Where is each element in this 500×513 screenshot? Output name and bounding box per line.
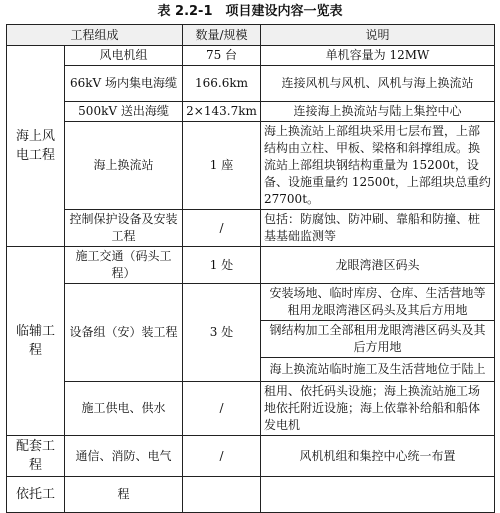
row-name: 66kV 场内集电海缆: [65, 66, 183, 102]
table-row: [7, 122, 495, 210]
row-name: 风电机组: [65, 46, 183, 66]
row-name: 控制保护设备及安装工程: [65, 210, 183, 247]
row-desc: 租用、依托码头设施；海上换流站施工场地依托附近设施；海上依靠补给船和船体发电机: [261, 382, 495, 436]
row-desc-part: 安装场地、临时库房、仓库、生活营地等租用龙眼湾港区码头及其后方用地: [261, 284, 495, 321]
row-desc: [261, 477, 495, 513]
table-row: [7, 436, 495, 477]
row-desc: 风机机组和集控中心统一布置: [261, 436, 495, 477]
row-qty: /: [183, 210, 261, 247]
row-qty: 2×143.7km: [183, 102, 261, 122]
header-quantity: 数量/规模: [183, 25, 261, 46]
row-desc-part: 海上换流站临时施工及生活营地位于陆上: [261, 358, 495, 382]
row-qty: [183, 477, 261, 513]
group-partial: 依托工: [7, 477, 65, 513]
header-description: 说明: [261, 25, 495, 46]
table-row: [7, 66, 495, 102]
table-caption: 表 2.2-1 项目建设内容一览表: [157, 4, 343, 19]
row-name: 设备组（安）装工程: [65, 284, 183, 382]
table-row: [7, 247, 495, 284]
row-desc-part: 钢结构加工全部租用龙眼湾港区码头及其后方用地: [261, 321, 495, 358]
row-name: 500kV 送出海缆: [65, 102, 183, 122]
table-row: [7, 382, 495, 436]
row-desc: 龙眼湾港区码头: [261, 247, 495, 284]
row-qty: 1 座: [183, 122, 261, 210]
group-auxiliary: 临辅工程: [7, 247, 65, 436]
table-row: [7, 284, 495, 321]
group-supporting: 配套工程: [7, 436, 65, 477]
row-qty: 166.6km: [183, 66, 261, 102]
row-qty: /: [183, 382, 261, 436]
row-qty: 75 台: [183, 46, 261, 66]
row-name: 施工供电、供水: [65, 382, 183, 436]
row-name: 程: [65, 477, 183, 513]
row-name: 通信、消防、电气: [65, 436, 183, 477]
table-row: [7, 210, 495, 247]
row-desc: 海上换流站上部组块采用七层布置，上部结构由立柱、甲板、梁格和斜撑组成。换流站上部组块钢结构重量为 15200t，设备、设施重量约 12500t，上部组块总重约 27700t。: [261, 122, 495, 210]
row-qty: /: [183, 436, 261, 477]
row-desc: 连接风机与风机、风机与海上换流站: [261, 66, 495, 102]
group-offshore: 海上风电工程: [7, 46, 65, 247]
row-desc: 单机容量为 12MW: [261, 46, 495, 66]
table-header-row: [7, 25, 495, 46]
table-row: [7, 46, 495, 66]
table-row: [7, 102, 495, 122]
row-desc: 包括：防腐蚀、防冲刷、靠船和防撞、桩基基础监测等: [261, 210, 495, 247]
row-name: 海上换流站: [65, 122, 183, 210]
row-name: 施工交通（码头工程）: [65, 247, 183, 284]
row-qty: 1 处: [183, 247, 261, 284]
row-desc: 连接海上换流站与陆上集控中心: [261, 102, 495, 122]
table-row: [7, 477, 495, 513]
header-composition: 工程组成: [7, 25, 183, 46]
row-qty: 3 处: [183, 284, 261, 382]
